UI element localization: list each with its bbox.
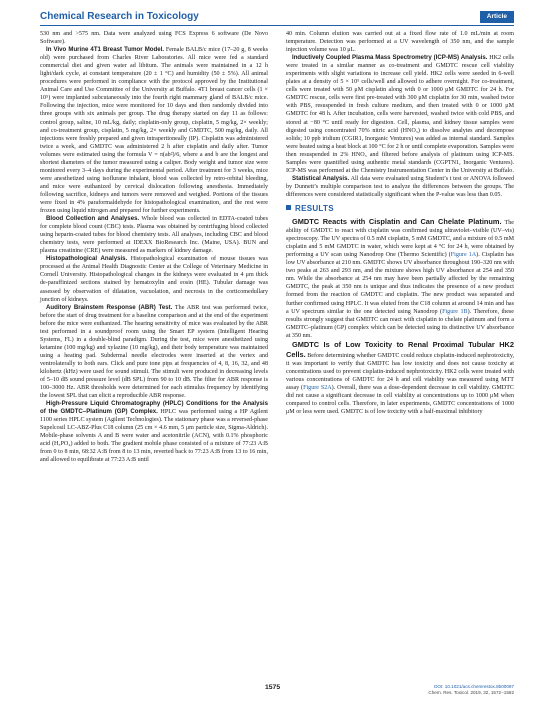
figure-reference-link[interactable]: Figure 1B bbox=[442, 308, 468, 315]
article-type-badge: Article bbox=[480, 11, 514, 23]
figure-reference-link[interactable]: Figure 1A bbox=[450, 252, 477, 259]
paragraph-text: Histopathological examination of mouse tissues was processed at the Animal Health Diagnostic Center at the College of Veterinary Medicine in Cornell University. Histopathological changes in the kidneys were evaluated in 4 μm thick de-paraffinized sections stained by hematoxylin and eosin (HE). Tubular damage was assessed by observation of dilatation, vacuolation, and necrosis in the corticomedullary junction of kidneys. bbox=[40, 256, 268, 303]
journal-title: Chemical Research in Toxicology bbox=[40, 11, 199, 22]
run-in-heading: Auditory Brainstem Response (ABR) Test. bbox=[46, 303, 173, 311]
right-column bbox=[286, 30, 514, 416]
paragraph bbox=[286, 175, 514, 199]
section-heading-results bbox=[286, 205, 514, 213]
paragraph-text: The ability of GMDTC to react with cisplatin was confirmed using ultraviolet–visible (UV–vis) spectroscopy. The UV spectra of 0.5 mM cisplatin, 5 mM GMDTC, and a mixture of 0.5 mM cisplatin and 5 mM GMDTC in water, which were kept at 4 °C for 24 h, were obtained by performing a UV scan using Nanodrop One (Thermo Scientific) ( bbox=[286, 220, 514, 259]
paragraph-text: The ABR test was performed twice, before the start of drug treatment for a baseline comparison and at the end of the experiment before the mice were euthanized. The hearing sensitivity of mice was evaluated by the ABR test performed in a soundproof room using the Smart EP system (Intelligent Hearing Systems, FL) in a double-blind paradigm. During the test, mice were anesthetized using ketamine (100 mg/kg) and xylazine (10 mg/kg), and their body temperature was maintained using a heating pad. Subdermal needle electrodes were inserted at the vertex and ventrolaterally to both ears. Click and pure tone pips at frequencies of 4, 8, 16, 32, and 48 kilohertz (kHz) were used for sound stimuli. The stimuli were produced in decreasing levels of 5–10 dB sound pressure level (dB SPL) from 90 to 10 dB. The filter for ABR response is 100–3000 Hz. ABR thresholds were determined for each stimulus frequency by identifying the lowest SPL that can elicit a reproducible ABR response. bbox=[40, 304, 268, 400]
page-footer bbox=[40, 684, 514, 704]
left-column bbox=[40, 30, 268, 465]
paragraph bbox=[286, 30, 514, 54]
paragraph-text: All data were evaluated using Student’s t test or ANOVA followed by Dunnett’s multiple comparison test to analyze the differences between the groups. The differences were considered statistically significant when the P-value was less than 0.05. bbox=[286, 175, 515, 198]
run-in-heading: High-Pressure Liquid Chromatography (HPLC) Conditions for the Analysis of the GMDTC–Platinum (GP) Complex. bbox=[40, 400, 268, 416]
paragraph bbox=[40, 304, 268, 401]
run-in-heading: Statistical Analysis. bbox=[292, 174, 350, 182]
paragraph-text: ). Cisplatin has low UV absorbance at 210 nm. GMDTC shows UV absorbance throughout 190–320 nm with two peaks at 263 and 293 nm, and the mixture shows high UV absorbance at 254 and 350 nm. While the absorbance at 254 nm may have been partially affected by the remaining GMDTC, the peak at 350 nm is unique and thus indicates the presence of a new product formed from the reaction of GMDTC and cisplatin. The new product was separated and further confirmed using HPLC. It was eluted from the C18 column at around 14 min and has a UV spectrum similar to the one detected using Nanodrop ( bbox=[286, 252, 514, 315]
running-header bbox=[40, 11, 514, 26]
section-bullet-icon bbox=[286, 205, 291, 210]
paragraph bbox=[286, 217, 514, 340]
subsection-heading: GMDTC Reacts with Cisplatin and Can Chelate Platinum. bbox=[292, 217, 502, 227]
doi-block bbox=[428, 684, 514, 696]
paragraph bbox=[40, 255, 268, 303]
paragraph-text: Female BALB/c mice (17–20 g, 8 weeks old) were purchased from Charles River Laboratories. All mice were fed a standard commercial diet and given water ad libitum. The animals were maintained in a 12 h light/dark cycle, at constant temperature (20 ± 1 °C) and humidity (50 ± 5%). All animal procedures were performed in compliance with the protocol approved by the Institutional Animal Care and Use Committee of the University at Buffalo. 4T1 breast cancer cells (1 × 10⁵) were implanted subcutaneously into the fourth right mammary gland of BALB/c mice. Following the injection, mice were monitored for 10 days and then randomly divided into three groups with six animals per group. The drug therapy started on day 11 as follows: control group, saline, 10 mL/kg, daily; cisplatin-only group, cisplatin, 5 mg/kg, 2× weekly; and co-treatment group, cisplatin, 5 mg/kg, 2× weekly and GMDTC, 500 mg/kg, daily. All injections were freshly prepared and given intraperitoneally (IP). Cisplatin was administered twice a week, and GMDTC was administered 2 h after cisplatin and daily after. Tumor volumes were estimated using the formula V = π(ab²)/6, where a and b are the longest and shortest diameters of the tumor measured using a caliper. Body weight and tumor size were monitored every 3–4 days during the experimental period. After treatment for 3 weeks, mice were anesthetized using isoflurane inhalant, blood was collected by retro-orbital bleeding, and mice were euthanized by cervical dislocation following anesthesia. Immediately following sacrifice, kidneys and tumors were removed and weighed. Portions of the tissues were fixed in 4% paraformaldehyde for histopathological examination, and the rest were frozen using liquid nitrogen and prepared for further experiments. bbox=[40, 47, 268, 215]
paragraph bbox=[40, 30, 268, 46]
paragraph bbox=[40, 215, 268, 255]
paragraph-text: Whole blood was collected in EDTA-coated tubes for complete blood count (CBC) tests. Plasma was obtained by centrifuging blood collected using heparin-coated tubes for blood chemistry tests. All analyses, including CBC and blood chemistry tests, were performed at IDEXX BioResearch Inc. (Maine, USA). BUN and plasma creatinine (CRE) were measured as markers of kidney damage. bbox=[40, 216, 269, 255]
paragraph-text: 40 min. Column elution was carried out at a fixed flow rate of 1.0 mL/min at room temperature. Detection was performed at a UV wavelength of 350 nm, and the sample injection volume was 10 μL. bbox=[286, 31, 514, 54]
section-heading-text: RESULTS bbox=[295, 203, 334, 213]
paragraph-text: HK2 cells were treated in a similar manner as co-treatment and GMDTC rescue cell viability experiments with slight variations to increase cell yield. HK2 cells were seeded in 6-well plates at a density of 5 × 10⁵ cells/well and allowed to adhere overnight. For co-treatment, cells were treated with 50 μM cisplatin along with 0 or 1000 μM GMDTC for 24 h. For GMDTC rescue, cells were first pre-treated with 300 μM cisplatin for 30 min, washed twice with PBS, resuspended in fresh culture medium, and then treated with 0 or 1000 μM GMDTC for 48 h. After incubation, cells were harvested, washed twice with cold PBS, and stored at −80 °C until ready for digestion. Cell, plasma, and kidney tissue samples were digested using concentrated 70% nitric acid (HNO₃) to dissolve analytes and decompose solids; 10 ppb iridium (CGIR1, Inorganic Ventures) was added as internal standard. Samples were heated using a heat block at 100 °C for 2 h or until complete evaporation. Samples were then resuspended in 2% HNO₃ and filtered before analysis of platinum using ICP-MS. Samples were quantified using authentic metal standards (CGPTN1, Inorganic Ventures). ICP-MS was performed at the Chemistry Instrumentation Center in the University at Buffalo. bbox=[286, 55, 515, 174]
page-number: 1575 bbox=[265, 684, 281, 691]
paragraph-text: ). Therefore, these results strongly suggest that GMDTC can react with cisplatin to chelate platinum and form a GMDTC–platinum (GP) complex which can be detected using its distinctive UV absorbance at 350 nm. bbox=[286, 308, 514, 339]
run-in-heading: In Vivo Murine 4T1 Breast Tumor Model. bbox=[46, 46, 164, 54]
paragraph-text: 530 nm and >575 nm. Data were analyzed using FCS Express 6 software (De Novo Software). bbox=[40, 31, 268, 46]
run-in-heading: Blood Collection and Analyses. bbox=[46, 215, 140, 223]
paragraph-text: HPLC was performed using a HP Agilent 1100 series HPLC system (Agilent Technologies). The stationary phase was a reversed-phase Supelcosil LC-ABZ-Plus C18 column (25 cm × 4.6 mm, 5 μm particle size, Sigma-Aldrich). Mobile-phase solvents A and B were water and acetonitrile (ACN), with 0.1% phosphoric acid (H₃PO₄) added to both. The gradient mobile phase consisted of a mixture of 77:23 A:B from 0 to 8 min, 68:32 A:B from 8 to 13 min, reverted back to 77:23 A:B from 13 to 16 min, and allowed to equilibrate at 77:23 A:B until bbox=[40, 409, 268, 464]
paragraph-text: Before determining whether GMDTC could reduce cisplatin-induced nephrotoxicity, it was important to verify that GMDTC has low toxicity and does not cause toxicity at concentrations used to prevent cisplatin-induced nephrotoxicity. HK2 cells were treated with various concentrations of GMDTC for 24 h and cell viability was measured using MTT assay ( bbox=[286, 352, 514, 391]
paragraph bbox=[40, 400, 268, 464]
paragraph bbox=[286, 340, 514, 416]
paragraph bbox=[40, 46, 268, 215]
subsection-heading: GMDTC Is of Low Toxicity to Renal Proximal Tubular HK2 Cells. bbox=[286, 339, 514, 359]
run-in-heading: Inductively Coupled Plasma Mass Spectrometry (ICP-MS) Analysis. bbox=[292, 54, 488, 62]
citation-line: Chem. Res. Toxicol. 2019, 32, 1572−1582 bbox=[428, 690, 514, 695]
run-in-heading: Histopathological Analysis. bbox=[46, 255, 128, 263]
paragraph-text: ). Overall, there was a dose-dependent decrease in cell viability. GMDTC did not cause a significant decrease in cell viability at concentrations up to 1000 μM when compared to control cells. Therefore, in later experiments, GMDTC concentrations of 1000 μM or less were used. GMDTC is of low toxicity with a half-maximal inhibitory bbox=[286, 384, 514, 416]
doi-link[interactable]: DOI: 10.1021/acs.chemrestox.8b00097 bbox=[434, 684, 514, 689]
figure-reference-link[interactable]: Figure S2A bbox=[303, 384, 332, 391]
paragraph bbox=[286, 54, 514, 175]
